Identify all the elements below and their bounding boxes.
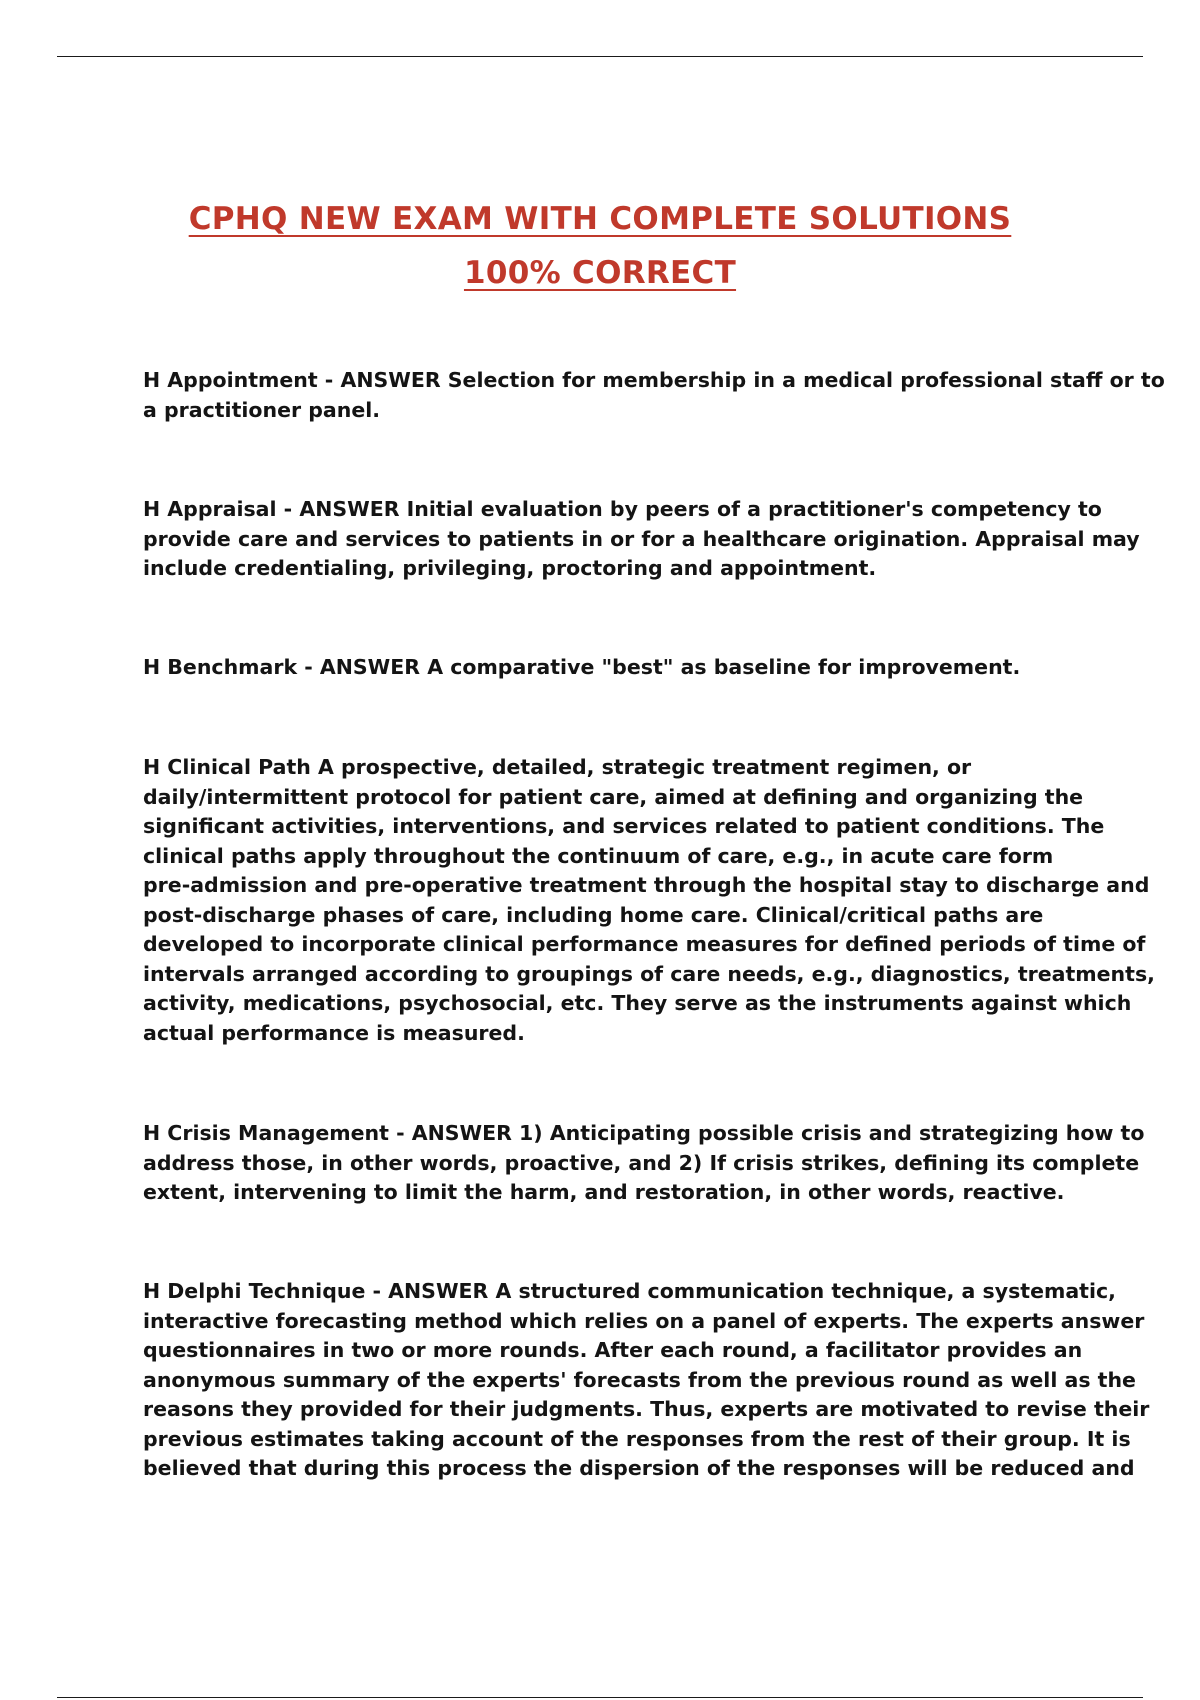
entry-line: post-discharge phases of care, including home care. Clinical/critical paths are xyxy=(143,902,1044,927)
entry-line: a practitioner panel. xyxy=(143,397,381,422)
entry-line: include credentialing, privileging, proctoring and appointment. xyxy=(143,556,877,580)
entry-line: provide care and services to patients in or for a healthcare origination. Appraisal may xyxy=(143,526,1140,551)
entry-line: anonymous summary of the experts' forecasts from the previous round as well as the xyxy=(143,1367,1136,1392)
title-line: CPHQ NEW EXAM WITH COMPLETE SOLUTIONS xyxy=(188,201,1012,237)
entry-line: H Crisis Management - ANSWER 1) Anticipating possible crisis and strategizing how to xyxy=(143,1121,1145,1145)
entry-benchmark xyxy=(143,653,1103,683)
entry-line: address those, in other words, proactive, and 2) If crisis strikes, defining its complete xyxy=(143,1150,1140,1175)
top-rule xyxy=(57,56,1143,57)
entry-line: H Delphi Technique - ANSWER A structured communication technique, a systematic, xyxy=(143,1279,1116,1303)
entry-line: significant activities, interventions, and services related to patient conditions. The xyxy=(143,814,1105,838)
entry-line: clinical paths apply throughout the continuum of care, e.g., in acute care form xyxy=(143,843,1054,868)
entry-line: H Clinical Path A prospective, detailed, strategic treatment regimen, or xyxy=(143,755,972,779)
entry-line: intervals arranged according to groupings of care needs, e.g., diagnostics, treatments, xyxy=(143,961,1155,986)
entry-line: extent, intervening to limit the harm, and restoration, in other words, reactive. xyxy=(143,1180,1065,1204)
entry-clinical-path xyxy=(143,753,1155,1048)
entry-line: pre-admission and pre-operative treatment through the hospital stay to discharge and xyxy=(143,873,1150,897)
entry-line: H Benchmark - ANSWER A comparative "best" as baseline for improvement. xyxy=(143,655,1021,679)
entry-delphi-technique xyxy=(143,1277,1150,1484)
bottom-rule xyxy=(57,1697,1143,1698)
entry-line: reasons they provided for their judgments. Thus, experts are motivated to revise their xyxy=(143,1397,1150,1421)
entry-line: H Appraisal - ANSWER Initial evaluation by peers of a practitioner's competency to xyxy=(143,497,1102,521)
entry-crisis-management xyxy=(143,1119,1145,1208)
entry-line: developed to incorporate clinical performance measures for defined periods of time of xyxy=(143,932,1146,956)
entry-line: believed that during this process the dispersion of the responses will be reduced and xyxy=(143,1456,1135,1480)
entry-line: interactive forecasting method which relies on a panel of experts. The experts answer xyxy=(143,1308,1145,1333)
title-line: 100% CORRECT xyxy=(463,255,737,291)
entry-line: activity, medications, psychosocial, etc. They serve as the instruments against which xyxy=(143,991,1132,1015)
entry-appraisal xyxy=(143,495,1140,584)
entry-line: previous estimates taking account of the responses from the rest of their group. It is xyxy=(143,1426,1131,1451)
entry-line: questionnaires in two or more rounds. After each round, a facilitator provides an xyxy=(143,1338,1083,1362)
entry-line: actual performance is measured. xyxy=(143,1020,525,1045)
entry-line: H Appointment - ANSWER Selection for membership in a medical professional staff or to xyxy=(143,368,1165,392)
entry-appointment xyxy=(143,366,1165,425)
entry-line: daily/intermittent protocol for patient care, aimed at defining and organizing the xyxy=(143,784,1084,809)
document-title xyxy=(0,192,1200,300)
